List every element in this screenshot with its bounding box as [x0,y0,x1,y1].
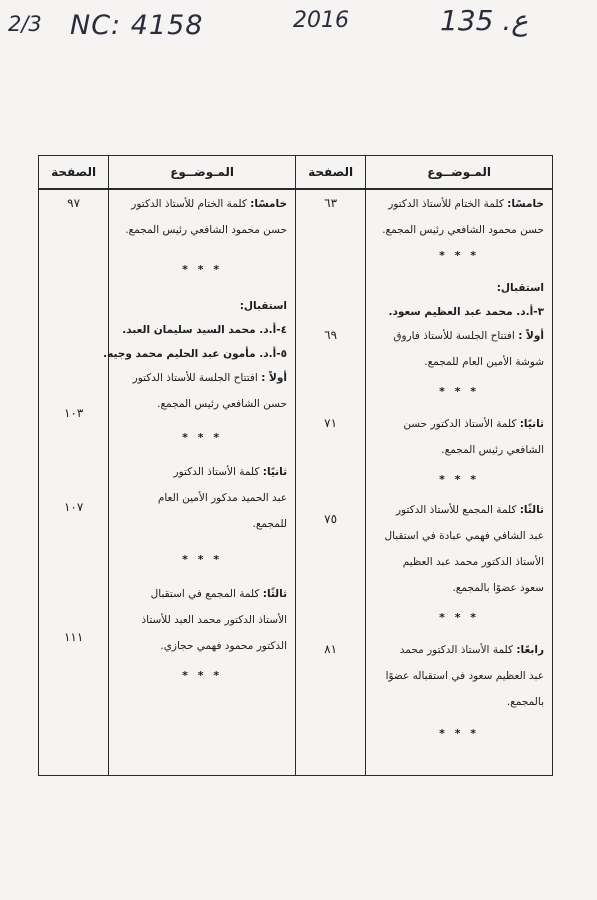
separator-stars: * * * [439,385,480,398]
header-topic-right: المـوضــوع [366,156,553,190]
handwritten-page-count: 2/3 [8,12,42,36]
header-page-left: الصفحة [39,156,109,190]
list-item-continuation: الأستاذ الدكتور محمد العبد للأستاذ [141,614,288,626]
separator-stars: * * * [439,611,480,624]
list-item-continuation: شوشة الأمين العام للمجمع. [424,356,544,368]
list-item-continuation: الأستاذ الدكتور محمد عبد العظيم [402,556,544,568]
list-item-continuation: حسن الشافعي رئيس المجمع. [157,398,288,410]
separator-stars: * * * [182,669,223,682]
page-number: ٧١ [324,416,338,430]
page-number: ١٠٣ [63,406,84,420]
member-name: ٣-أ.د. محمد عبد العظيم سعود. [388,306,544,318]
list-item: أولاً : افتتاح الجلسة للأستاذ فاروق [393,330,544,342]
list-item: ثانيًا: كلمة الأستاذ الدكتور حسن [403,418,544,430]
list-item: ثالثًا: كلمة المجمع في استقبال [150,588,288,600]
list-item: خامسًا: كلمة الختام للأستاذ الدكتور [388,198,544,210]
separator-stars: * * * [182,263,223,276]
handwritten-number: 135 .ع [440,4,528,37]
separator-stars: * * * [182,553,223,566]
handwritten-reference: NC: 4158 [70,10,204,41]
list-item-continuation: الشافعي رئيس المجمع. [441,444,544,456]
separator-stars: * * * [439,249,480,262]
list-item-continuation: حسن محمود الشافعي رئيس المجمع. [125,224,288,236]
table-of-contents [38,155,553,776]
page-column-right [296,189,366,776]
list-item-continuation: حسن محمود الشافعي رئيس المجمع. [382,224,544,236]
page-number: ٦٩ [324,328,338,342]
list-item-continuation: للمجمع. [252,518,288,530]
topic-column-left [103,189,296,776]
header-topic-left: المـوضــوع [109,156,296,190]
list-item-continuation: عبد الحميد مدكور الأمين العام [157,492,288,504]
separator-stars: * * * [439,727,480,740]
separator-stars: * * * [182,431,223,444]
list-item: أولاً : افتتاح الجلسة للأستاذ الدكتور [132,372,288,384]
page-number: ٧٥ [324,512,338,526]
list-item-continuation: الدكتور محمود فهمي حجازي. [160,640,288,652]
page-number: ١١١ [63,630,84,644]
page-number: ٩٧ [67,196,81,210]
section-heading: استقبال: [239,300,288,312]
list-item: خامسًا: كلمة الختام للأستاذ الدكتور [131,198,288,210]
list-item: ثالثًا: كلمة المجمع للأستاذ الدكتور [395,504,544,516]
header-page-right: الصفحة [296,156,366,190]
page-column-left [39,189,109,776]
member-name: ٤-أ.د. محمد السيد سليمان العبد. [122,324,288,336]
list-item-continuation: سعود عضوًا بالمجمع. [452,582,544,594]
member-name: ٥-أ.د. مأمون عبد الحليم محمد وجيه. [103,348,288,360]
separator-stars: * * * [439,473,480,486]
page-number: ١٠٧ [63,500,84,514]
section-heading: استقبال: [496,282,544,294]
list-item-continuation: عبد العظيم سعود في استقباله عضوًا [385,670,544,682]
list-item: رابعًا: كلمة الأستاذ الدكتور محمد [399,644,544,656]
page-number: ٨١ [324,642,338,656]
list-item-continuation: بالمجمع. [506,696,544,708]
list-item-continuation: عبد الشافي فهمي عبادة في استقبال [384,530,544,542]
page-number: ٦٣ [324,196,338,210]
handwritten-year: 2016 [293,8,349,33]
topic-column-right [366,189,553,776]
list-item: ثانيًا: كلمة الأستاذ الدكتور [173,466,288,478]
